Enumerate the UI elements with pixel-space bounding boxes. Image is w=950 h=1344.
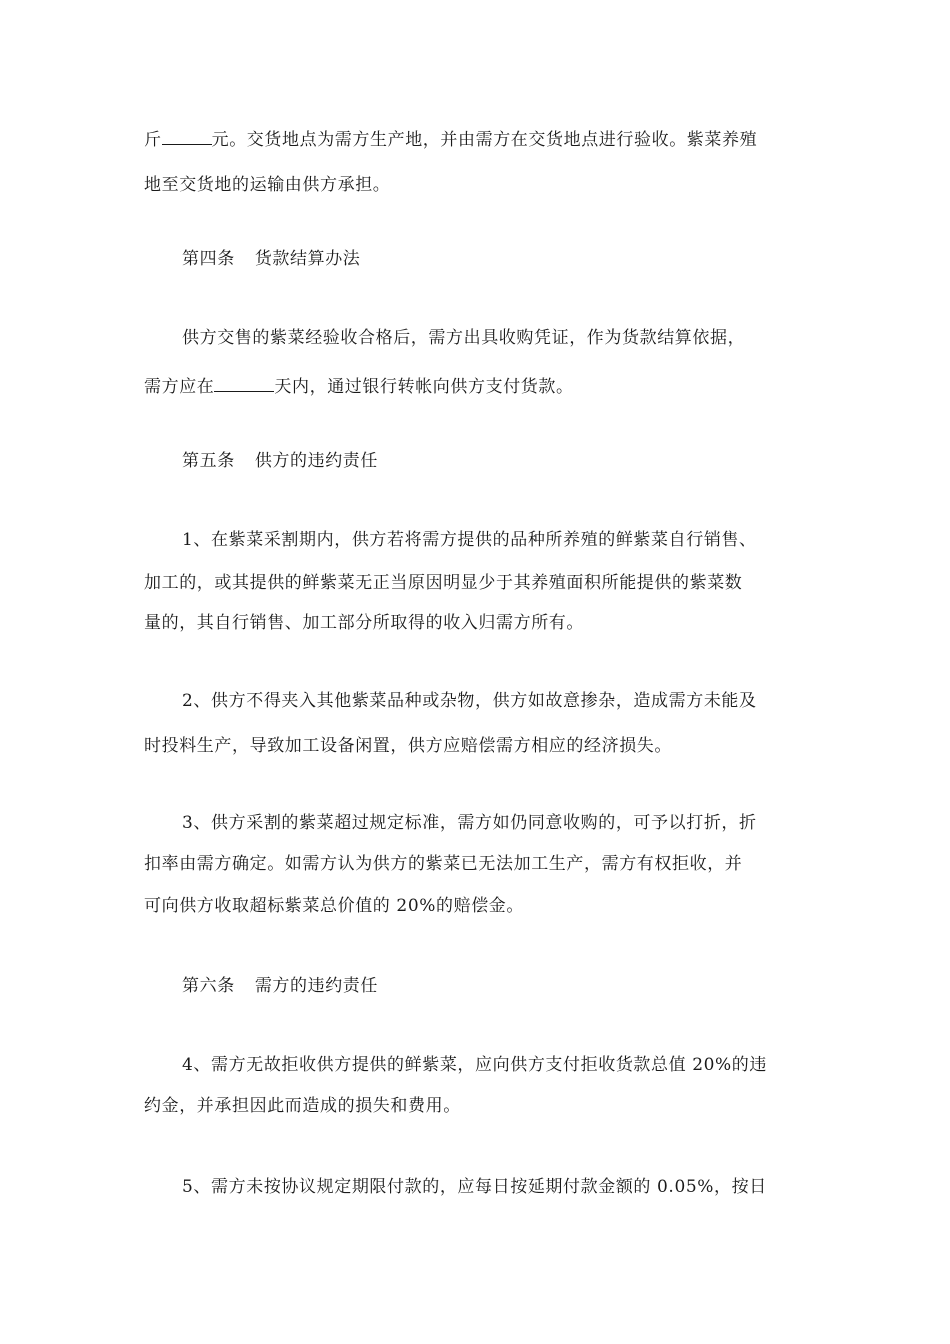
article-heading (182, 450, 378, 472)
days-blank (214, 374, 274, 392)
paragraph-line: 地至交货地的运输由供方承担。 (144, 175, 391, 195)
article-number: 第五条 (182, 451, 235, 471)
article-title: 供方的违约责任 (254, 451, 379, 471)
article-heading (182, 975, 378, 997)
text-segment: 斤 (144, 130, 162, 150)
paragraph-line: 4、需方无故拒收供方提供的鲜紫菜，应向供方支付拒收货款总值 20%的违 (182, 1055, 768, 1075)
text-segment: 需方应在 (144, 377, 215, 397)
paragraph-line: 加工的，或其提供的鲜紫菜无正当原因明显少于其养殖面积所能提供的紫菜数 (144, 573, 743, 593)
paragraph-line: 3、供方采割的紫菜超过规定标准，需方如仍同意收购的，可予以打折，折 (182, 813, 757, 833)
paragraph-line: 供方交售的紫菜经验收合格后，需方出具收购凭证，作为货款结算依据， (182, 328, 746, 348)
text-segment: 天内，通过银行转帐向供方支付货款。 (274, 377, 574, 397)
paragraph-line: 1、在紫菜采割期内，供方若将需方提供的品种所养殖的鲜紫菜自行销售、 (182, 530, 757, 550)
paragraph-line: 2、供方不得夹入其他紫菜品种或杂物，供方如故意掺杂，造成需方未能及 (182, 691, 757, 711)
article-number: 第六条 (182, 976, 235, 996)
paragraph-line: 5、需方未按协议规定期限付款的，应每日按延期付款金额的 0.05%，按日 (182, 1177, 767, 1197)
article-title: 货款结算办法 (254, 249, 361, 269)
paragraph-line: 约金，并承担因此而造成的损失和费用。 (144, 1096, 461, 1116)
paragraph-line (144, 127, 757, 151)
paragraph-line (144, 374, 574, 398)
paragraph-line: 可向供方收取超标紫菜总价值的 20%的赔偿金。 (144, 896, 524, 916)
paragraph-line: 扣率由需方确定。如需方认为供方的紫菜已无法加工生产，需方有权拒收，并 (144, 854, 743, 874)
price-blank (162, 127, 212, 145)
article-title: 需方的违约责任 (254, 976, 379, 996)
article-heading (182, 248, 360, 270)
paragraph-line: 量的，其自行销售、加工部分所取得的收入归需方所有。 (144, 613, 584, 633)
paragraph-line: 时投料生产，导致加工设备闲置，供方应赔偿需方相应的经济损失。 (144, 736, 672, 756)
text-segment: 元。交货地点为需方生产地，并由需方在交货地点进行验收。紫菜养殖 (211, 130, 758, 150)
article-number: 第四条 (182, 249, 235, 269)
